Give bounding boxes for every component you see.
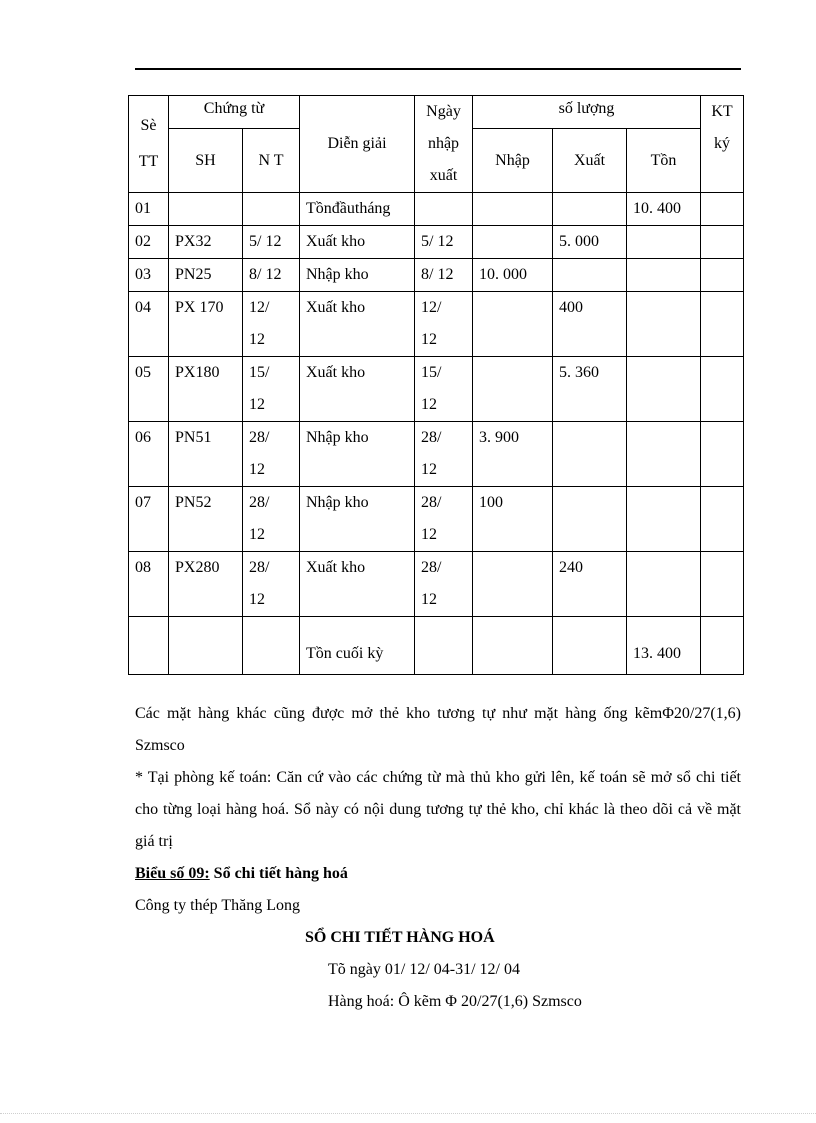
cell-kt <box>701 617 744 675</box>
cell-nhap <box>473 617 553 675</box>
cell-nt: 28/ 12 <box>243 487 300 552</box>
cell-xuat: 5. 000 <box>553 226 627 259</box>
cell-kt <box>701 357 744 422</box>
header-dien-giai: Diễn giải <box>300 96 415 193</box>
cell-nt: 8/ 12 <box>243 259 300 292</box>
cell-nt: 28/ 12 <box>243 422 300 487</box>
table-row <box>129 422 744 487</box>
cell-kt <box>701 226 744 259</box>
page-bottom-edge <box>0 1113 816 1114</box>
cell-sh: PX32 <box>169 226 243 259</box>
table-row <box>129 193 744 226</box>
cell-ngay <box>415 617 473 675</box>
cell-nt <box>243 193 300 226</box>
form-number-label: Biểu số 09: <box>135 865 210 882</box>
cell-kt <box>701 552 744 617</box>
cell-ton <box>627 292 701 357</box>
cell-sh: PN25 <box>169 259 243 292</box>
cell-dien-giai: Nhập kho <box>300 422 415 487</box>
header-ngay: Ngày nhập xuất <box>415 96 473 193</box>
cell-kt <box>701 422 744 487</box>
cell-ngay: 5/ 12 <box>415 226 473 259</box>
cell-nhap: 100 <box>473 487 553 552</box>
cell-nt: 5/ 12 <box>243 226 300 259</box>
header-nt: N T <box>243 129 300 193</box>
cell-sh: PX180 <box>169 357 243 422</box>
form-caption <box>135 858 741 890</box>
cell-kt <box>701 259 744 292</box>
cell-xuat <box>553 193 627 226</box>
cell-ton: 10. 400 <box>627 193 701 226</box>
cell-stt: 03 <box>129 259 169 292</box>
cell-dien-giai: Nhập kho <box>300 259 415 292</box>
form-title: Sổ chi tiết hàng hoá <box>213 865 348 882</box>
table-footer-row <box>129 617 744 675</box>
cell-ngay <box>415 193 473 226</box>
cell-sh: PX280 <box>169 552 243 617</box>
cell-ton <box>627 226 701 259</box>
paragraph-accounting-dept: * Tại phòng kế toán: Căn cứ vào các chứng từ mà thủ kho gửi lên, kế toán sẽ mở sổ chi tiết cho từng loại hàng hoá. Sổ này có nội dung tương tự thẻ kho, chỉ khác là theo dõi cả về mặt giá trị <box>135 769 741 850</box>
company-name: Công ty thép Thăng Long <box>135 897 301 914</box>
cell-sh: PN51 <box>169 422 243 487</box>
table-row <box>129 259 744 292</box>
cell-nt <box>243 617 300 675</box>
cell-ngay: 15/ 12 <box>415 357 473 422</box>
cell-dien-giai: Xuất kho <box>300 552 415 617</box>
cell-nhap: 10. 000 <box>473 259 553 292</box>
cell-nhap <box>473 357 553 422</box>
cell-ton <box>627 422 701 487</box>
table-row <box>129 226 744 259</box>
header-xuat: Xuất <box>553 129 627 193</box>
cell-nt: 28/ 12 <box>243 552 300 617</box>
cell-dien-giai: Nhập kho <box>300 487 415 552</box>
header-chung-tu: Chứng từ <box>169 96 300 129</box>
date-range: Tõ ngày 01/ 12/ 04-31/ 12/ 04 <box>328 961 520 978</box>
cell-dien-giai: Tồnđầutháng <box>300 193 415 226</box>
table-row <box>129 552 744 617</box>
cell-ngay: 28/ 12 <box>415 422 473 487</box>
cell-nhap <box>473 193 553 226</box>
cell-nhap <box>473 226 553 259</box>
cell-ton <box>627 259 701 292</box>
cell-ngay: 8/ 12 <box>415 259 473 292</box>
header-row-1 <box>129 96 744 129</box>
table-row <box>129 292 744 357</box>
cell-sh <box>169 617 243 675</box>
cell-stt: 06 <box>129 422 169 487</box>
cell-ngay: 28/ 12 <box>415 552 473 617</box>
cell-xuat: 5. 360 <box>553 357 627 422</box>
cell-ngay: 12/ 12 <box>415 292 473 357</box>
cell-xuat <box>553 617 627 675</box>
ledger-heading: SỔ CHI TIẾT HÀNG HOÁ <box>305 929 495 946</box>
header-stt: Sè TT <box>129 96 169 193</box>
cell-stt: 02 <box>129 226 169 259</box>
cell-stt: 07 <box>129 487 169 552</box>
cell-nt: 15/ 12 <box>243 357 300 422</box>
cell-stt <box>129 617 169 675</box>
header-nhap: Nhập <box>473 129 553 193</box>
cell-xuat: 400 <box>553 292 627 357</box>
cell-dien-giai: Xuất kho <box>300 292 415 357</box>
cell-stt: 08 <box>129 552 169 617</box>
header-sh: SH <box>169 129 243 193</box>
cell-ton <box>627 357 701 422</box>
cell-ton <box>627 552 701 617</box>
cell-kt <box>701 487 744 552</box>
cell-stt: 05 <box>129 357 169 422</box>
cell-dien-giai: Xuất kho <box>300 357 415 422</box>
table-row <box>129 357 744 422</box>
cell-nhap <box>473 552 553 617</box>
table-row <box>129 487 744 552</box>
cell-sh: PX 170 <box>169 292 243 357</box>
stock-ledger-table <box>128 95 744 675</box>
cell-xuat <box>553 259 627 292</box>
cell-stt: 01 <box>129 193 169 226</box>
header-so-luong: số lượng <box>473 96 701 129</box>
cell-xuat <box>553 422 627 487</box>
goods-line: Hàng hoá: Ô kẽm Φ 20/27(1,6) Szmsco <box>328 993 582 1010</box>
paragraph-other-items: Các mặt hàng khác cũng được mở thẻ kho tương tự như mặt hàng ống kẽmΦ20/27(1,6) Szmsco <box>135 705 741 754</box>
cell-sh <box>169 193 243 226</box>
top-rule <box>135 68 741 70</box>
cell-kt <box>701 292 744 357</box>
cell-xuat <box>553 487 627 552</box>
cell-nhap: 3. 900 <box>473 422 553 487</box>
cell-ton <box>627 487 701 552</box>
cell-ton: 13. 400 <box>627 617 701 675</box>
cell-xuat: 240 <box>553 552 627 617</box>
cell-nt: 12/ 12 <box>243 292 300 357</box>
cell-nhap <box>473 292 553 357</box>
cell-dien-giai: Xuất kho <box>300 226 415 259</box>
cell-stt: 04 <box>129 292 169 357</box>
cell-kt <box>701 193 744 226</box>
cell-dien-giai: Tồn cuối kỳ <box>300 617 415 675</box>
cell-sh: PN52 <box>169 487 243 552</box>
header-ton: Tồn <box>627 129 701 193</box>
header-kt-ky: KT ký <box>701 96 744 193</box>
cell-ngay: 28/ 12 <box>415 487 473 552</box>
